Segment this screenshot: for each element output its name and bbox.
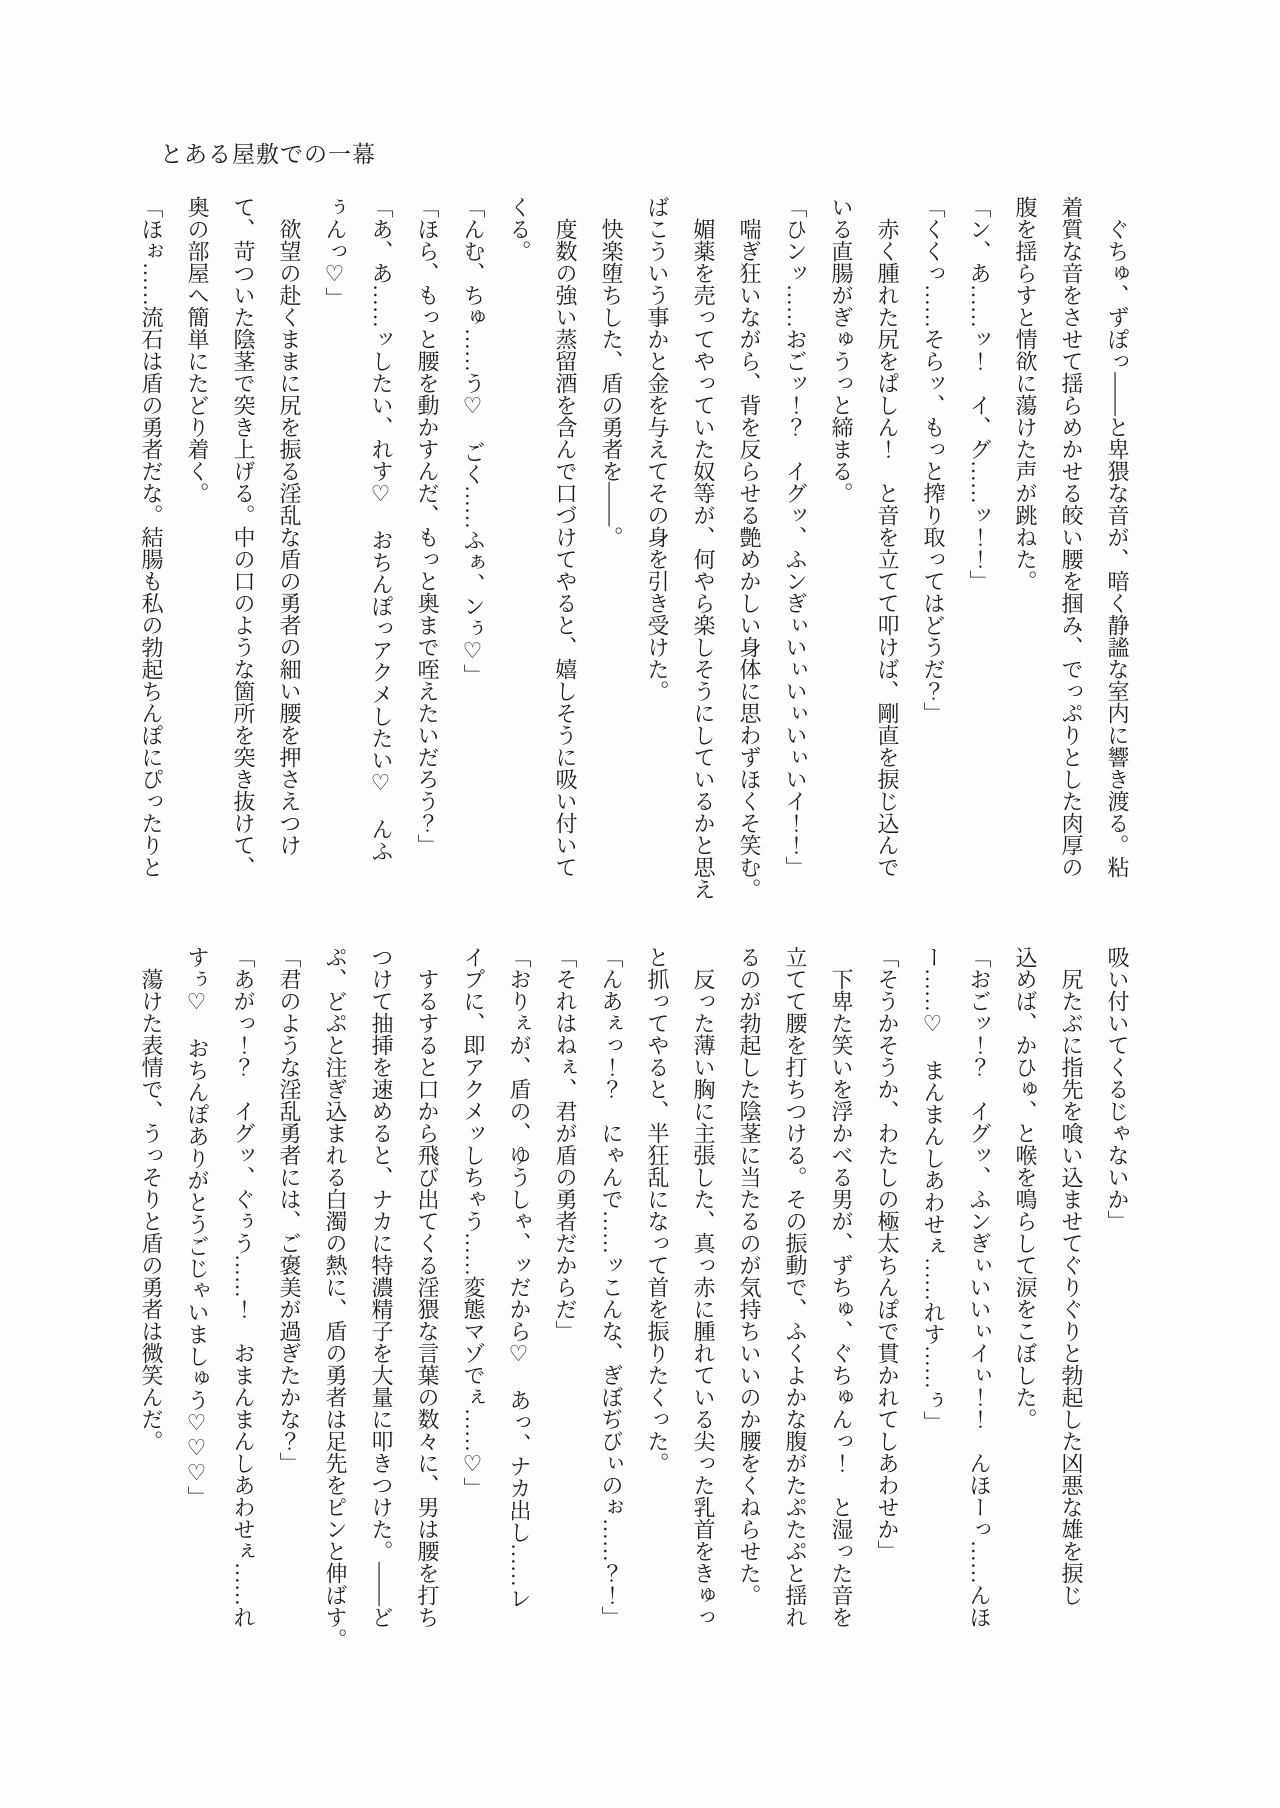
- text-line: 「あがっ！？ イグッ、ぐぅう……！ おまんまんしあわせぇ……れ: [231, 946, 256, 1628]
- text-line: 「くくっ……そらッ、もっと搾り取ってはどうだ？」: [921, 196, 946, 724]
- text-line: ばこういう事かと金を与えてその身を引き受けた。: [645, 196, 670, 702]
- vertical-text-block-lower: [128, 946, 1140, 1662]
- text-line: 度数の強い蒸留酒を含んで口づけてやると、嬉しそうに吸い付いて: [553, 196, 578, 878]
- text-line: て、苛ついた陰茎で突き上げる。中の口のような箇所を突き抜けて、: [231, 196, 256, 878]
- text-line: 「んむ、ちゅ……う♡ ごく……ふぁ、ンぅ♡」: [461, 196, 486, 686]
- text-line: 赤く腫れた尻をぱしん！ と音を立てて叩けば、剛直を捩じ込んで: [875, 196, 900, 878]
- text-line: 「そうかそうか、わたしの極太ちんぽで貫かれてしあわせか」: [875, 946, 900, 1562]
- text-line: つけて抽挿を速めると、ナカに特濃精子を大量に叩きつけた。――ど: [369, 946, 394, 1628]
- text-line: ぷ、どぷと注ぎ込まれる白濁の熱に、盾の勇者は足先をピンと伸ばす。: [323, 946, 348, 1650]
- text-line: ぅんっ♡」: [323, 196, 348, 309]
- text-line: 媚薬を売ってやっていた奴等が、何やら楽しそうにしているかと思え: [691, 196, 716, 900]
- page-title: とある屋敷での一幕: [160, 142, 376, 167]
- text-line: 「あ、あ……ッしたい、れす♡ おちんぽっアクメしたい♡ んふ: [369, 196, 394, 862]
- text-line: 「んあぇっ！？ にゃんで……ッこんな、ぎぼぢびぃのぉ……？！」: [599, 946, 624, 1628]
- text-line: ー……♡ まんまんしあわせぇ……れす……ぅ」: [921, 946, 946, 1433]
- text-line: 「おりぇが、盾の、ゆうしゃ、ッだから♡ あっ、ナカ出し……レ: [507, 946, 532, 1609]
- text-line: 喘ぎ狂いながら、背を反らせる艶めかしい身体に思わずほくそ笑む。: [737, 196, 762, 900]
- text-line: いる直腸がぎゅうっと締まる。: [829, 196, 854, 504]
- text-line: 尻たぶに指先を喰い込ませてぐりぐりと勃起した凶悪な雄を捩じ: [1059, 946, 1084, 1606]
- text-line: 「それはねぇ、君が盾の勇者だからだ」: [553, 946, 578, 1342]
- text-line: 「おごッ！？ イグッ、ふンぎぃいいぃイぃ！！ んほーっ……んほ: [967, 946, 992, 1628]
- text-line: 奥の部屋へ簡単にたどり着く。: [185, 196, 210, 504]
- vertical-text-block-upper: [128, 196, 1140, 912]
- text-line: 「ほぉ……流石は盾の勇者だな。結腸も私の勃起ちんぽにぴったりと: [139, 196, 164, 878]
- text-line: 欲望の赴くままに尻を振る淫乱な盾の勇者の細い腰を押さえつけ: [277, 196, 302, 856]
- text-line: 腹を揺らすと情欲に蕩けた声が跳ねた。: [1013, 196, 1038, 592]
- text-line: 立てて腰を打ちつける。その振動で、ふくよかな腹がたぷたぷと揺れ: [783, 946, 808, 1628]
- text-line: 着質な音をさせて揺らめかせる皎い腰を掴み、でっぷりとした肉厚の: [1059, 196, 1084, 878]
- text-line: すぅ♡ おちんぽありがとうごじゃいましゅう♡♡♡」: [185, 946, 210, 1508]
- text-line: ぐちゅ、ずぽっ――と卑猥な音が、暗く静謐な室内に響き渡る。粘: [1105, 196, 1130, 878]
- text-line: 反った薄い胸に主張した、真っ赤に腫れている尖った乳首をきゅっ: [691, 946, 716, 1628]
- text-line: 快楽堕ちした、盾の勇者を――。: [599, 196, 624, 548]
- text-line: 下卑た笑いを浮かべる男が、ずちゅ、ぐちゅんっ！ と湿った音を: [829, 946, 854, 1628]
- text-line: と抓ってやると、半狂乱になって首を振りたくった。: [645, 946, 670, 1474]
- text-line: るのが勃起した陰茎に当たるのが気持ちいいのか腰をくねらせた。: [737, 946, 762, 1606]
- text-line: 込めば、かひゅ、と喉を鳴らして涙をこぼした。: [1013, 946, 1038, 1430]
- text-line: 「君のような淫乱勇者には、ご褒美が過ぎたかな？」: [277, 946, 302, 1474]
- text-line: 吸い付いてくるじゃないか」: [1105, 946, 1130, 1232]
- text-line: くる。: [507, 196, 532, 262]
- text-line: 「ほら、もっと腰を動かすんだ、もっと奥まで咥えたいだろう？」: [415, 196, 440, 856]
- text-line: イプに、即アクメッしちゃう……変態マゾでぇ……♡」: [461, 946, 486, 1499]
- text-line: 蕩けた表情で、うっそりと盾の勇者は微笑んだ。: [139, 946, 164, 1452]
- text-line: するすると口から飛び出てくる淫猥な言葉の数々に、男は腰を打ち: [415, 946, 440, 1628]
- text-line: 「ン、あ……ッ！ イ、グ……ッ！！」: [967, 196, 992, 592]
- text-line: 「ひンッ……おごッ！？ イグッ、ふンぎぃいぃいぃいぃいイ！！」: [783, 196, 808, 878]
